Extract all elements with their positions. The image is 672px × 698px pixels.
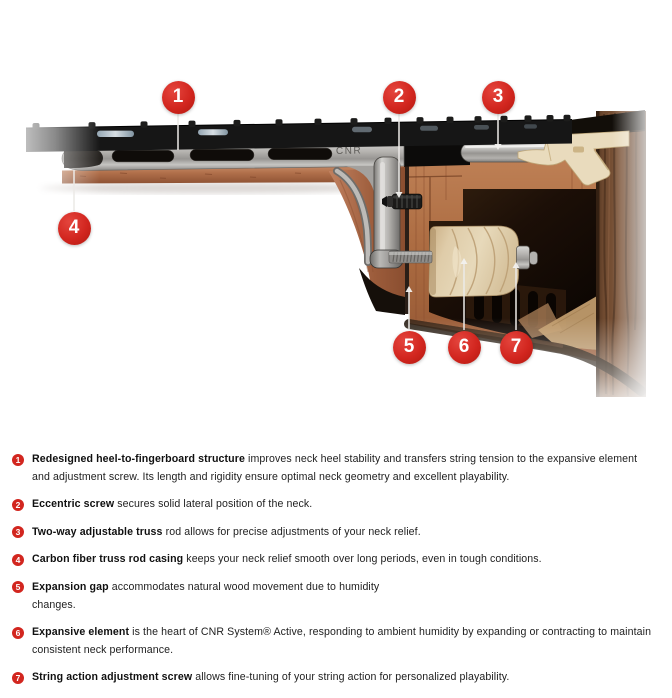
callout-7-marker: 7	[500, 331, 533, 364]
adjustment-rod	[389, 251, 432, 263]
metal-engraving: CNR	[335, 145, 363, 157]
callout-2-marker: 2	[383, 81, 416, 114]
legend-item-4	[12, 551, 668, 569]
legend-item-1	[12, 451, 668, 486]
legend-number-badge: 6	[12, 627, 24, 639]
legend-item-text: Expansion gap accommodates natural wood movement due to humidity changes.	[32, 580, 380, 611]
callout-3-marker: 3	[482, 81, 515, 114]
legend-number-badge: 3	[12, 526, 24, 538]
legend-number-badge: 2	[12, 499, 24, 511]
legend-item-text: Eccentric screw secures solid lateral position of the neck.	[32, 498, 313, 511]
callout-4-marker: 4	[58, 212, 91, 245]
legend-item-7	[12, 669, 668, 687]
callout-6-marker: 6	[448, 331, 481, 364]
legend-item-5	[12, 579, 668, 614]
legend-item-text: String action adjustment screw allows fine-tuning of your string action for personalized playability.	[32, 671, 510, 684]
legend-number-badge: 5	[12, 581, 24, 593]
callout-5-marker: 5	[393, 331, 426, 364]
legend-item-2	[12, 496, 668, 514]
legend-item-text: Carbon fiber truss rod casing keeps your neck relief smooth over long periods, even in tough conditions.	[32, 553, 542, 566]
legend-item-6	[12, 624, 668, 659]
callout-1-marker: 1	[162, 81, 195, 114]
legend-item-3	[12, 524, 668, 542]
left-fade	[0, 92, 100, 427]
legend-number-badge: 4	[12, 554, 24, 566]
expansive-element	[429, 226, 519, 297]
legend-item-text: Two-way adjustable truss rod allows for precise adjustments of your neck relief.	[32, 525, 421, 538]
legend-item-text: Expansive element is the heart of CNR System® Active, responding to ambient humidity by expanding or contracting to maintain consistent neck performance.	[32, 626, 652, 656]
legend-number-badge: 1	[12, 454, 24, 466]
legend	[12, 451, 668, 697]
legend-item-text: Redesigned heel-to-fingerboard structure improves neck heel stability and transfers string tension to the expansive element and adjustment screw. Its length and rigidity ensure optimal neck geometry and excellent playability.	[32, 453, 638, 483]
legend-number-badge: 7	[12, 672, 24, 684]
